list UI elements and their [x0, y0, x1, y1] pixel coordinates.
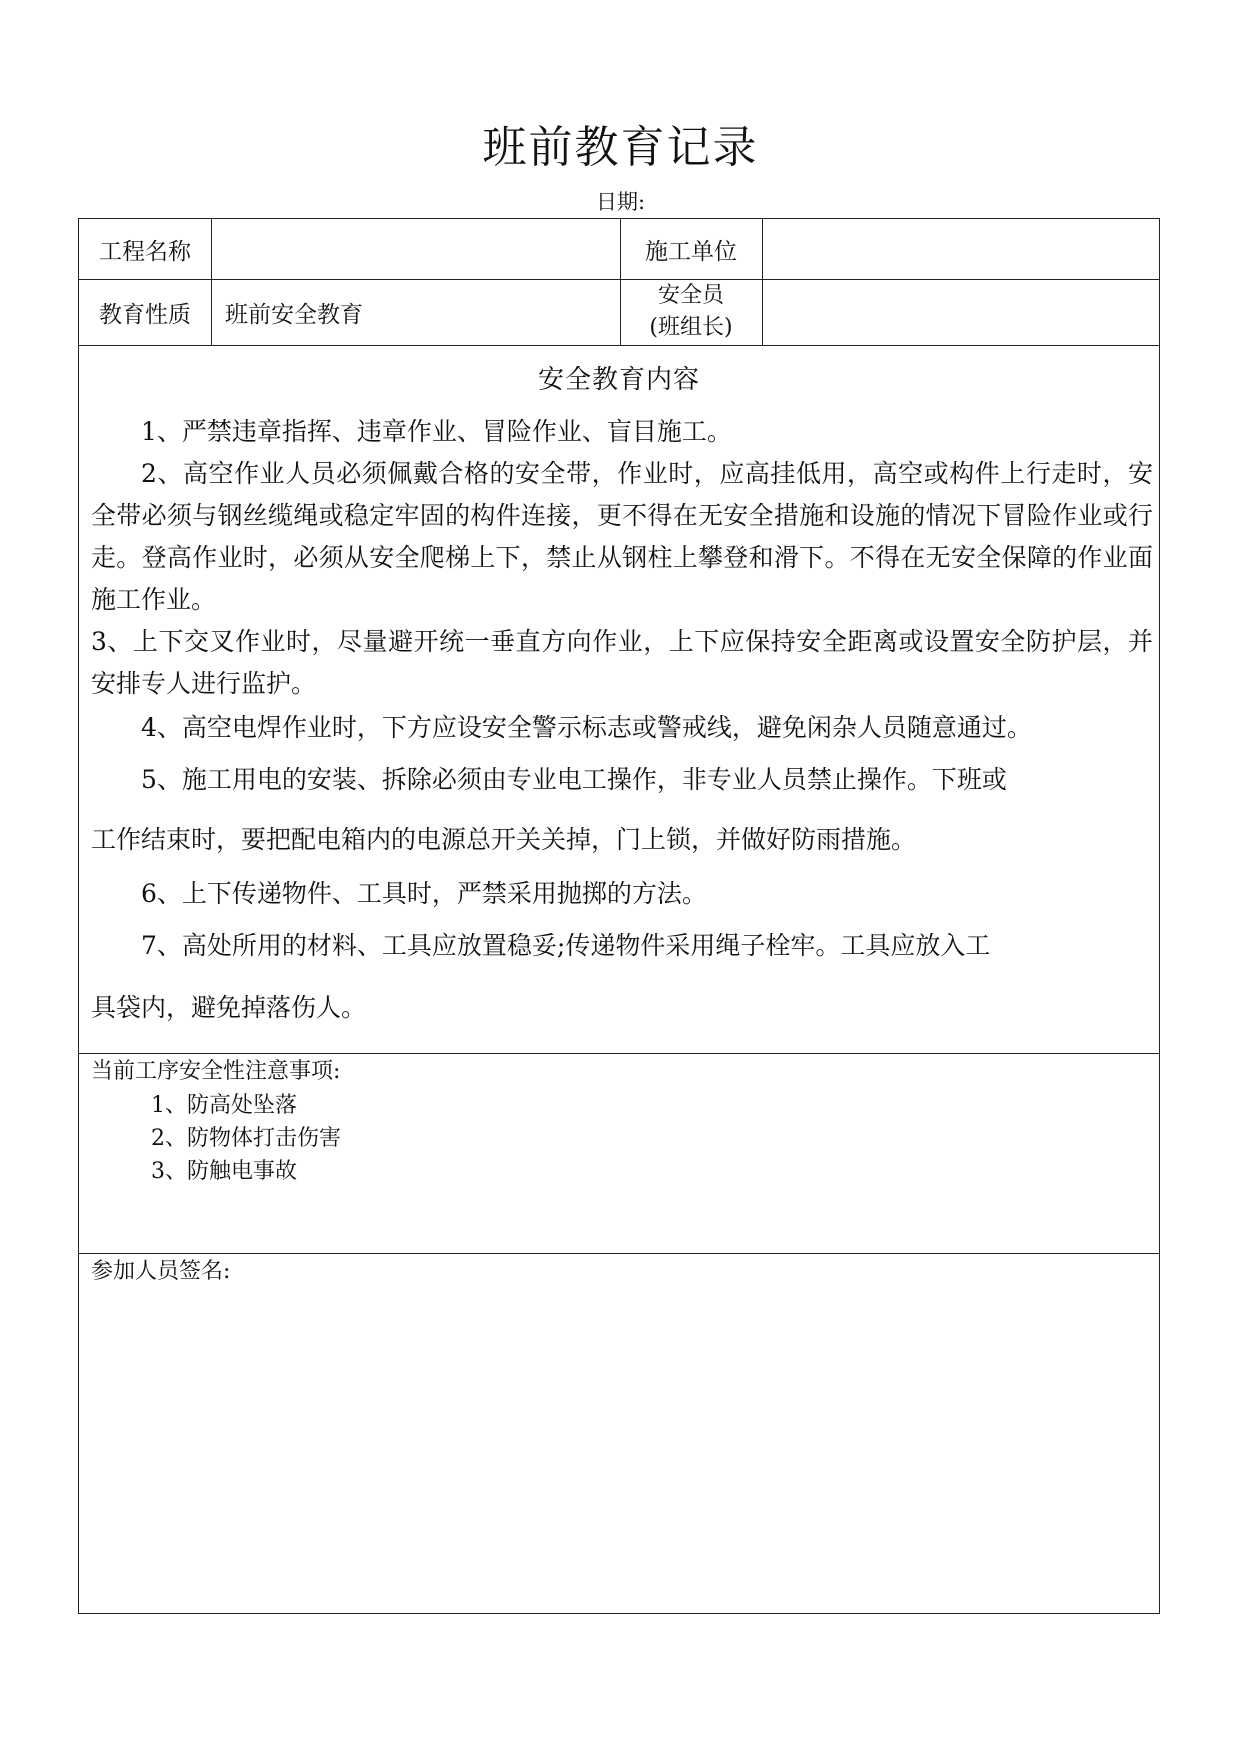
construction-unit-field[interactable]: [772, 219, 1152, 279]
content-item-7-cont: 具袋内，避免掉落伤人。: [91, 993, 367, 1022]
row-divider: [79, 1053, 1159, 1054]
education-type-value: 班前安全教育: [225, 301, 363, 328]
project-name-field[interactable]: [223, 219, 613, 279]
col-divider: [762, 219, 763, 345]
project-name-label: 工程名称: [99, 238, 191, 265]
notes-list: [151, 1089, 341, 1188]
safety-officer-label-line2: (班组长): [649, 315, 733, 340]
content-item-1: 1、严禁违章指挥、违章作业、冒险作业、盲目施工。: [141, 417, 732, 446]
content-item-7: 7、高处所用的材料、工具应放置稳妥;传递物件采用绳子栓牢。工具应放入工: [141, 931, 991, 960]
content-item-4: 4、高空电焊作业时，下方应设安全警示标志或警戒线，避免闲杂人员随意通过。: [141, 713, 1032, 742]
content-item-5-cont: 工作结束时，要把配电箱内的电源总开关关掉，门上锁，并做好防雨措施。: [91, 825, 917, 854]
signature-area[interactable]: [79, 1289, 1159, 1613]
safety-officer-label-line1: 安全员: [657, 283, 724, 308]
notes-label: 当前工序安全性注意事项:: [91, 1059, 341, 1084]
content-item-5: 5、施工用电的安装、拆除必须由专业电工操作，非专业人员禁止操作。下班或: [141, 765, 1007, 794]
row-divider: [79, 345, 1159, 346]
row-divider: [79, 1253, 1159, 1254]
content-item-6: 6、上下传递物件、工具时，严禁采用抛掷的方法。: [141, 879, 707, 908]
note-item: 1、防高处坠落: [151, 1093, 297, 1118]
education-type-label: 教育性质: [99, 301, 191, 328]
content-item-3: 3、上下交叉作业时，尽量避开统一垂直方向作业，上下应保持安全距离或设置安全防护层，并安排专人进行监护。: [91, 627, 1153, 698]
content-item-2: 2、高空作业人员必须佩戴合格的安全带，作业时，应高挂低用，高空或构件上行走时，安全带必须与钢丝缆绳或稳定牢固的构件连接，更不得在无安全措施和设施的情况下冒险作业或行走。登高作业时，必须从安全爬梯上下，禁止从钢柱上攀登和滑下。不得在无安全保障的作业面施工作业。: [91, 459, 1153, 614]
content-body: [91, 411, 1153, 1029]
signature-label: 参加人员签名:: [91, 1259, 231, 1284]
note-item: 2、防物体打击伤害: [151, 1126, 341, 1151]
safety-officer-field[interactable]: [772, 279, 1152, 345]
col-divider: [211, 219, 212, 345]
safety-officer-label: [620, 279, 762, 345]
content-heading: 安全教育内容: [537, 365, 700, 395]
note-item: 3、防触电事故: [151, 1159, 297, 1184]
date-label: 日期:: [595, 190, 646, 214]
construction-unit-label: 施工单位: [645, 238, 737, 265]
page-title: 班前教育记录: [482, 122, 759, 173]
record-form: [78, 218, 1160, 1614]
